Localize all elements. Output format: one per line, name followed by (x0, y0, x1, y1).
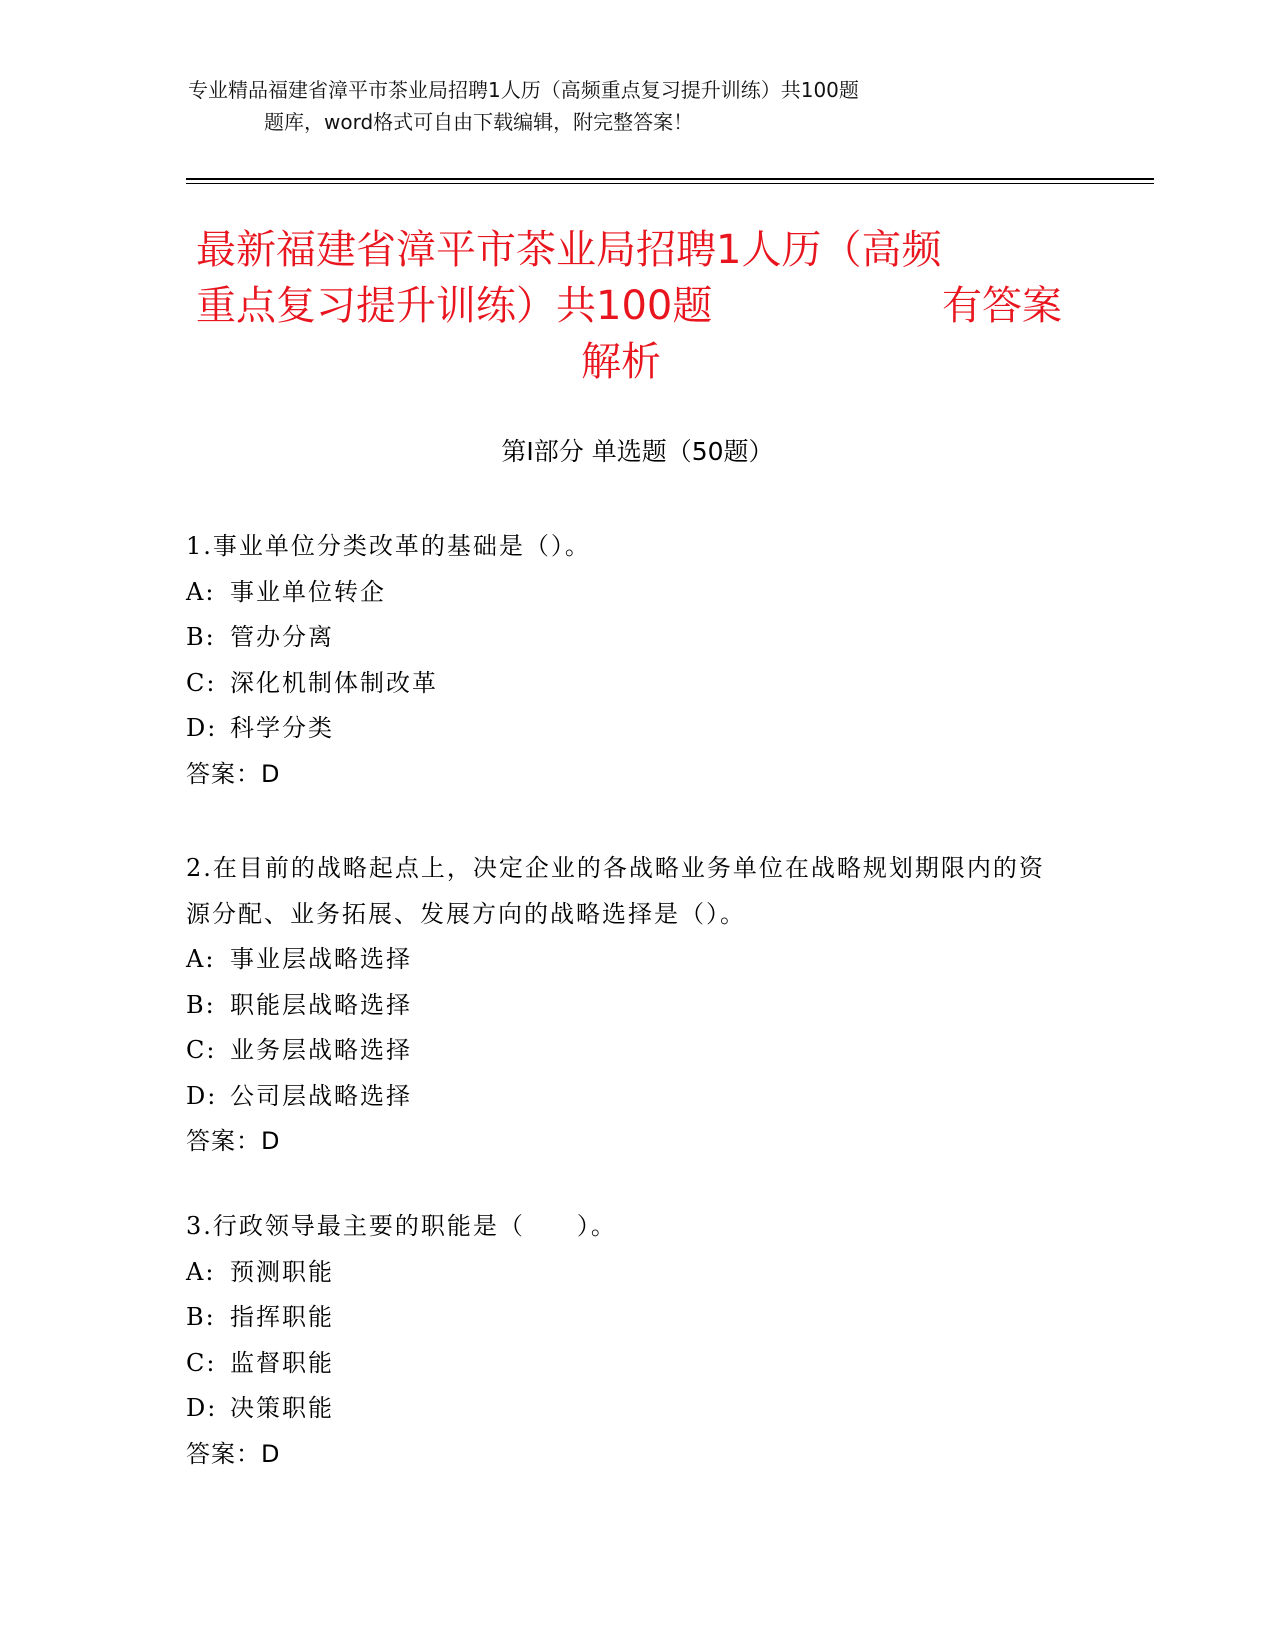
option-text: 指挥职能 (230, 1303, 334, 1331)
section-heading: 第Ⅰ部分 单选题（50题） (501, 437, 774, 466)
option-b (186, 615, 1066, 661)
option-label: A: (186, 1257, 216, 1286)
question-item (186, 1204, 1066, 1477)
question-item (186, 524, 1066, 797)
option-d (186, 706, 1066, 752)
document-title (196, 222, 1076, 390)
option-label: B: (186, 990, 216, 1019)
option-text: 公司层战略选择 (230, 1081, 412, 1110)
option-text: 深化机制体制改革 (230, 668, 438, 697)
title-line2-right: 有答案 (942, 283, 1062, 329)
option-a (186, 570, 1066, 616)
option-text: 管办分离 (230, 623, 334, 651)
option-text: 事业层战略选择 (230, 945, 412, 973)
option-a (186, 1250, 1066, 1296)
option-text: 预测职能 (230, 1257, 334, 1286)
question-item (186, 846, 1066, 1165)
option-c (186, 1341, 1066, 1387)
option-text: 监督职能 (230, 1348, 334, 1377)
option-label: D: (186, 1394, 218, 1422)
option-text: 事业单位转企 (230, 577, 386, 606)
option-a (186, 937, 1066, 983)
title-line2 (196, 278, 1076, 334)
header-note-line2: 题库，word格式可自由下载编辑，附完整答案！ (264, 110, 694, 134)
question-stem: 1.事业单位分类改革的基础是（）。 (186, 532, 591, 560)
option-text: 科学分类 (230, 714, 334, 742)
question-stem: 3.行政领导最主要的职能是（ ）。 (186, 1212, 617, 1240)
header-note-line1: 专业精品福建省漳平市茶业局招聘1人历（高频重点复习提升训练）共100题 (188, 78, 859, 102)
option-text: 决策职能 (230, 1394, 334, 1422)
option-d (186, 1074, 1066, 1120)
option-text: 职能层战略选择 (230, 990, 412, 1019)
option-label: A: (186, 577, 216, 606)
answer-line: 答案：D (186, 1127, 281, 1155)
title-line3: 解析 (581, 339, 661, 385)
option-c (186, 661, 1066, 707)
header-divider-thin (186, 183, 1154, 184)
option-label: B: (186, 623, 216, 651)
option-c (186, 1028, 1066, 1074)
option-label: C: (186, 1348, 217, 1377)
option-d (186, 1386, 1066, 1432)
header-divider (186, 178, 1154, 180)
title-line1: 最新福建省漳平市茶业局招聘1人历（高频 (196, 227, 942, 273)
option-label: D: (186, 714, 218, 742)
header-note (188, 74, 1068, 138)
option-b (186, 1295, 1066, 1341)
option-label: B: (186, 1303, 216, 1331)
option-b (186, 983, 1066, 1029)
question-stem: 2.在目前的战略起点上，决定企业的各战略业务单位在战略规划期限内的资源分配、业务拓展、发展方向的战略选择是（）。 (186, 854, 1045, 928)
option-label: A: (186, 945, 216, 973)
option-text: 业务层战略选择 (230, 1036, 412, 1064)
option-label: C: (186, 1036, 217, 1064)
option-label: C: (186, 668, 217, 697)
answer-line: 答案：D (186, 1439, 281, 1468)
title-line2-left: 重点复习提升训练）共100题 (196, 283, 713, 329)
answer-line: 答案：D (186, 759, 281, 788)
option-label: D: (186, 1081, 218, 1110)
